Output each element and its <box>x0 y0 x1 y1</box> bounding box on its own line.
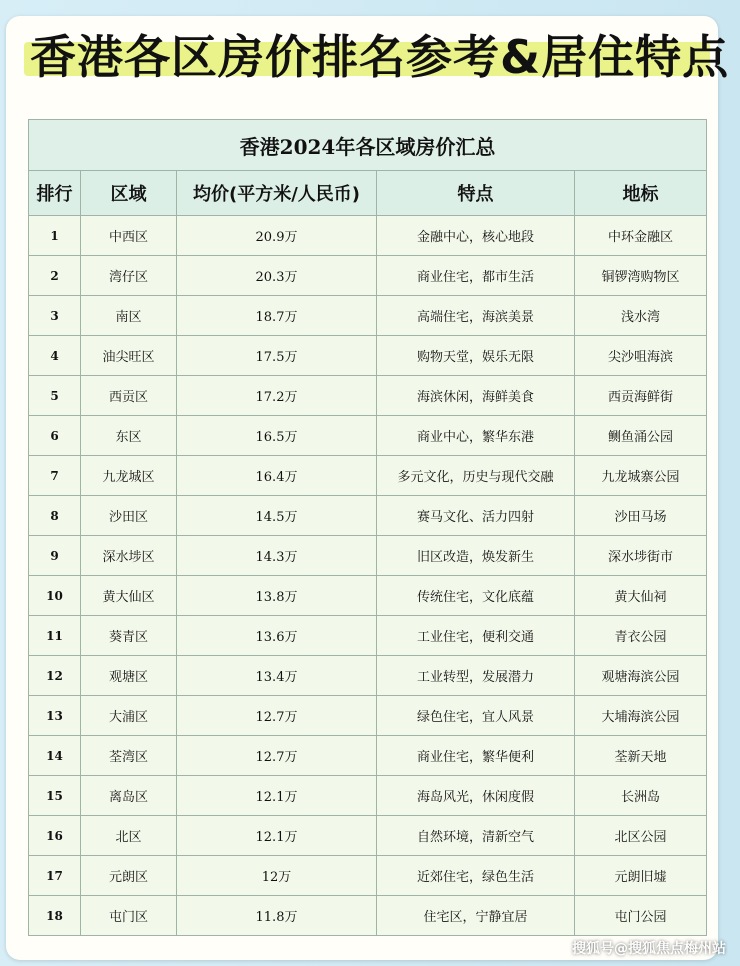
price-cell: 20.9万 <box>177 216 377 256</box>
district-cell: 中西区 <box>81 216 177 256</box>
rank-cell: 9 <box>29 536 81 576</box>
district-cell: 沙田区 <box>81 496 177 536</box>
price-cell: 13.4万 <box>177 656 377 696</box>
page-title: 香港各区房价排名参考&居住特点 <box>30 30 730 84</box>
rank-cell: 12 <box>29 656 81 696</box>
rank-cell: 17 <box>29 856 81 896</box>
table-row <box>29 296 707 336</box>
table-row <box>29 216 707 256</box>
header-landmark: 地标 <box>575 171 707 216</box>
district-cell: 屯门区 <box>81 896 177 936</box>
landmark-cell: 尖沙咀海滨 <box>575 336 707 376</box>
watermark: 搜狐号@搜狐焦点梅州站 <box>572 941 726 957</box>
feature-cell: 自然环境，清新空气 <box>377 816 575 856</box>
table-row <box>29 696 707 736</box>
district-cell: 深水埗区 <box>81 536 177 576</box>
header-features: 特点 <box>377 171 575 216</box>
price-cell: 14.5万 <box>177 496 377 536</box>
table-row <box>29 856 707 896</box>
price-cell: 20.3万 <box>177 256 377 296</box>
landmark-cell: 铜锣湾购物区 <box>575 256 707 296</box>
feature-cell: 商业住宅，繁华便利 <box>377 736 575 776</box>
header-district: 区域 <box>81 171 177 216</box>
price-cell: 17.2万 <box>177 376 377 416</box>
table-row <box>29 736 707 776</box>
feature-cell: 住宅区，宁静宜居 <box>377 896 575 936</box>
landmark-cell: 元朗旧墟 <box>575 856 707 896</box>
table-row <box>29 536 707 576</box>
rank-cell: 4 <box>29 336 81 376</box>
feature-cell: 海岛风光，休闲度假 <box>377 776 575 816</box>
feature-cell: 传统住宅，文化底蕴 <box>377 576 575 616</box>
landmark-cell: 深水埗街市 <box>575 536 707 576</box>
landmark-cell: 观塘海滨公园 <box>575 656 707 696</box>
rank-cell: 1 <box>29 216 81 256</box>
price-cell: 16.4万 <box>177 456 377 496</box>
feature-cell: 旧区改造，焕发新生 <box>377 536 575 576</box>
district-cell: 北区 <box>81 816 177 856</box>
price-cell: 12万 <box>177 856 377 896</box>
table-row <box>29 776 707 816</box>
price-cell: 17.5万 <box>177 336 377 376</box>
landmark-cell: 西贡海鲜街 <box>575 376 707 416</box>
district-cell: 九龙城区 <box>81 456 177 496</box>
rank-cell: 3 <box>29 296 81 336</box>
landmark-cell: 屯门公园 <box>575 896 707 936</box>
district-cell: 离岛区 <box>81 776 177 816</box>
table-header-row <box>29 171 707 216</box>
header-avg-price: 均价(平方米/人民币) <box>177 171 377 216</box>
price-cell: 11.8万 <box>177 896 377 936</box>
table-row <box>29 896 707 936</box>
rank-cell: 10 <box>29 576 81 616</box>
district-cell: 大浦区 <box>81 696 177 736</box>
landmark-cell: 长洲岛 <box>575 776 707 816</box>
district-cell: 南区 <box>81 296 177 336</box>
price-cell: 12.7万 <box>177 696 377 736</box>
price-cell: 12.7万 <box>177 736 377 776</box>
rank-cell: 15 <box>29 776 81 816</box>
feature-cell: 工业转型，发展潜力 <box>377 656 575 696</box>
price-cell: 13.8万 <box>177 576 377 616</box>
district-cell: 荃湾区 <box>81 736 177 776</box>
feature-cell: 金融中心，核心地段 <box>377 216 575 256</box>
rank-cell: 11 <box>29 616 81 656</box>
feature-cell: 赛马文化、活力四射 <box>377 496 575 536</box>
rank-cell: 13 <box>29 696 81 736</box>
rank-cell: 16 <box>29 816 81 856</box>
table-row <box>29 576 707 616</box>
rank-cell: 7 <box>29 456 81 496</box>
landmark-cell: 九龙城寨公园 <box>575 456 707 496</box>
district-cell: 东区 <box>81 416 177 456</box>
district-cell: 油尖旺区 <box>81 336 177 376</box>
landmark-cell: 沙田马场 <box>575 496 707 536</box>
feature-cell: 绿色住宅，宜人风景 <box>377 696 575 736</box>
landmark-cell: 鲗鱼涌公园 <box>575 416 707 456</box>
header-rank: 排行 <box>29 171 81 216</box>
rank-cell: 2 <box>29 256 81 296</box>
table-row <box>29 656 707 696</box>
district-cell: 葵青区 <box>81 616 177 656</box>
district-cell: 黄大仙区 <box>81 576 177 616</box>
price-cell: 13.6万 <box>177 616 377 656</box>
feature-cell: 近郊住宅，绿色生活 <box>377 856 575 896</box>
feature-cell: 购物天堂，娱乐无限 <box>377 336 575 376</box>
district-cell: 西贡区 <box>81 376 177 416</box>
table-row <box>29 256 707 296</box>
feature-cell: 多元文化，历史与现代交融 <box>377 456 575 496</box>
feature-cell: 商业住宅，都市生活 <box>377 256 575 296</box>
landmark-cell: 荃新天地 <box>575 736 707 776</box>
table-row <box>29 456 707 496</box>
price-cell: 12.1万 <box>177 776 377 816</box>
table-row <box>29 616 707 656</box>
table-row <box>29 336 707 376</box>
district-cell: 湾仔区 <box>81 256 177 296</box>
table-caption: 香港2024年各区域房价汇总 <box>29 120 707 171</box>
price-cell: 16.5万 <box>177 416 377 456</box>
rank-cell: 5 <box>29 376 81 416</box>
rank-cell: 8 <box>29 496 81 536</box>
feature-cell: 商业中心，繁华东港 <box>377 416 575 456</box>
landmark-cell: 青衣公园 <box>575 616 707 656</box>
landmark-cell: 中环金融区 <box>575 216 707 256</box>
landmark-cell: 浅水湾 <box>575 296 707 336</box>
landmark-cell: 黄大仙祠 <box>575 576 707 616</box>
table-row <box>29 416 707 456</box>
price-cell: 12.1万 <box>177 816 377 856</box>
rank-cell: 6 <box>29 416 81 456</box>
district-cell: 元朗区 <box>81 856 177 896</box>
table-row <box>29 816 707 856</box>
landmark-cell: 北区公园 <box>575 816 707 856</box>
landmark-cell: 大埔海滨公园 <box>575 696 707 736</box>
price-cell: 14.3万 <box>177 536 377 576</box>
feature-cell: 高端住宅，海滨美景 <box>377 296 575 336</box>
rank-cell: 18 <box>29 896 81 936</box>
table-row <box>29 376 707 416</box>
feature-cell: 海滨休闲，海鲜美食 <box>377 376 575 416</box>
rank-cell: 14 <box>29 736 81 776</box>
house-price-table <box>28 119 707 936</box>
price-cell: 18.7万 <box>177 296 377 336</box>
table-row <box>29 496 707 536</box>
feature-cell: 工业住宅，便利交通 <box>377 616 575 656</box>
district-cell: 观塘区 <box>81 656 177 696</box>
